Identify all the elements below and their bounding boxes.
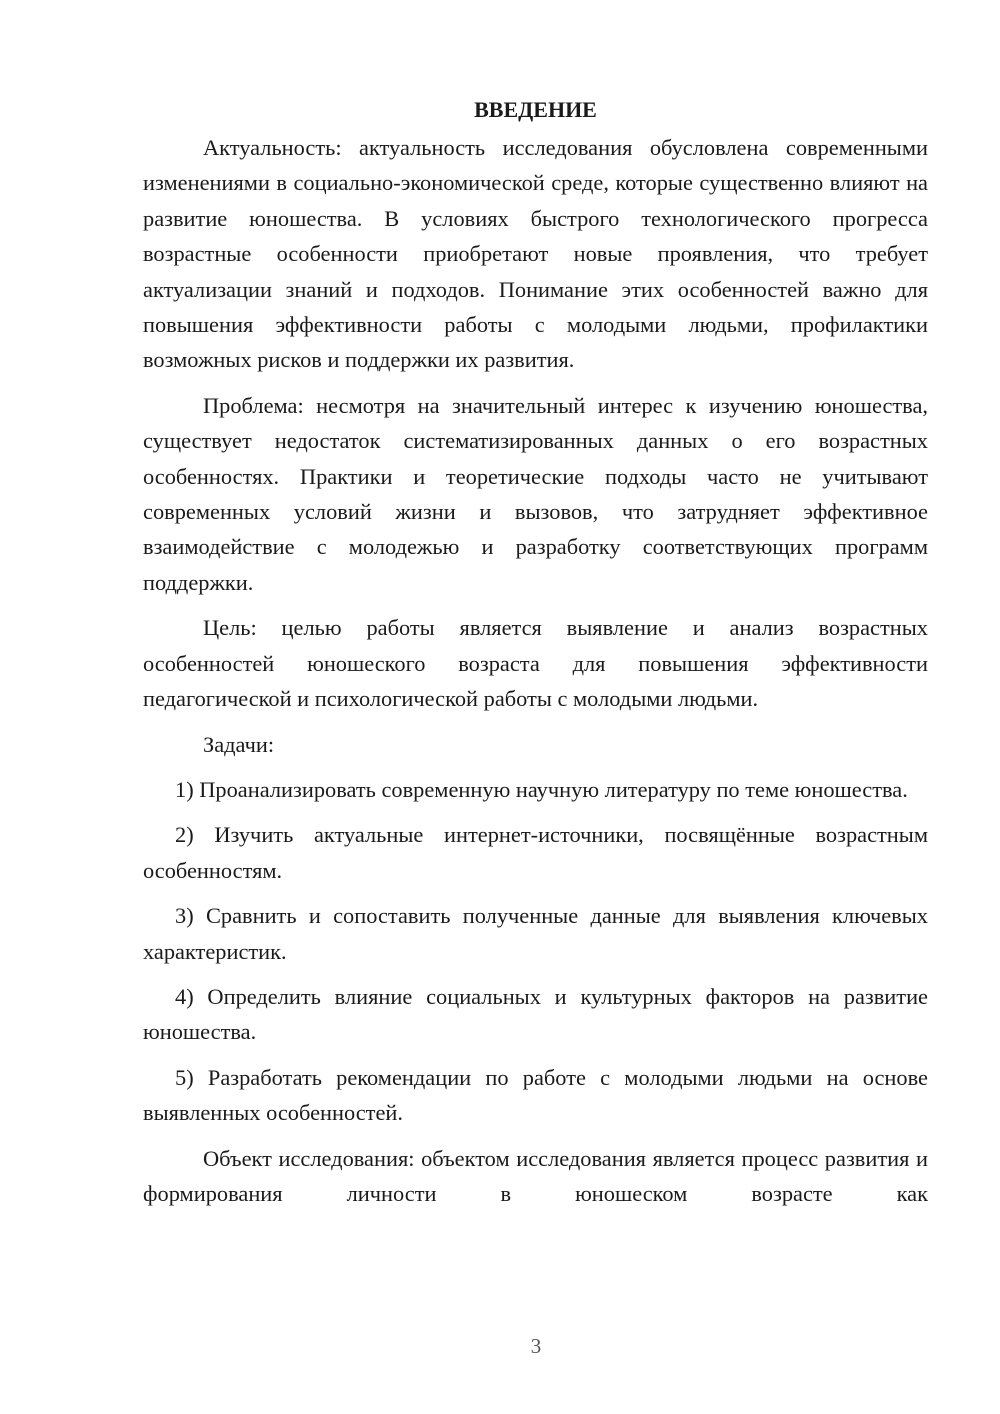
task-item: 4) Определить влияние социальных и культурных факторов на развитие юношества. [143, 983, 928, 1045]
task-item: 2) Изучить актуальные интернет-источники, посвящённые возрастным особенностям. [143, 822, 928, 883]
task-item: 5) Разработать рекомендации по работе с молодыми людьми на основе выявленных особенностей. [143, 1064, 928, 1126]
relevance-paragraph: Актуальность: актуальность исследования обусловлена современными изменениями в социально-экономической среде, которые существенно влияют на развитие юношества. В условиях быстрого технологического прогресса возрастные особенности приобретают новые проявления, что требует актуализации знаний и подходов. Понимание этих особенностей важно для повышения эффективности работы с молодыми людьми, профилактики возможных рисков и поддержки их развития. [143, 135, 928, 373]
goal-paragraph: Цель: целью работы является выявление и анализ возрастных особенностей юношеского возраста для повышения эффективности педагогической и психологической работы с молодыми людьми. [143, 615, 928, 712]
page-number: 3 [530, 1334, 542, 1358]
problem-paragraph: Проблема: несмотря на значительный интерес к изучению юношества, существует недостаток систематизированных данных о его возрастных особенностях. Практики и теоретические подходы часто не учитывают современных условий жизни и вызовов, что затрудняет эффективное взаимодействие с молодежью и разработку соответствующих программ поддержки. [143, 392, 928, 595]
task-item: 1) Проанализировать современную научную литературу по теме юношества. [175, 776, 908, 802]
task-item: 3) Сравнить и сопоставить полученные данные для выявления ключевых характеристик. [143, 903, 928, 964]
object-paragraph: Объект исследования: объектом исследования является процесс развития и формирования личности в юношеском возрасте как [143, 1145, 928, 1206]
tasks-heading: Задачи: [203, 731, 275, 757]
document-page [143, 92, 928, 1221]
page-title: ВВЕДЕНИЕ [474, 97, 597, 122]
